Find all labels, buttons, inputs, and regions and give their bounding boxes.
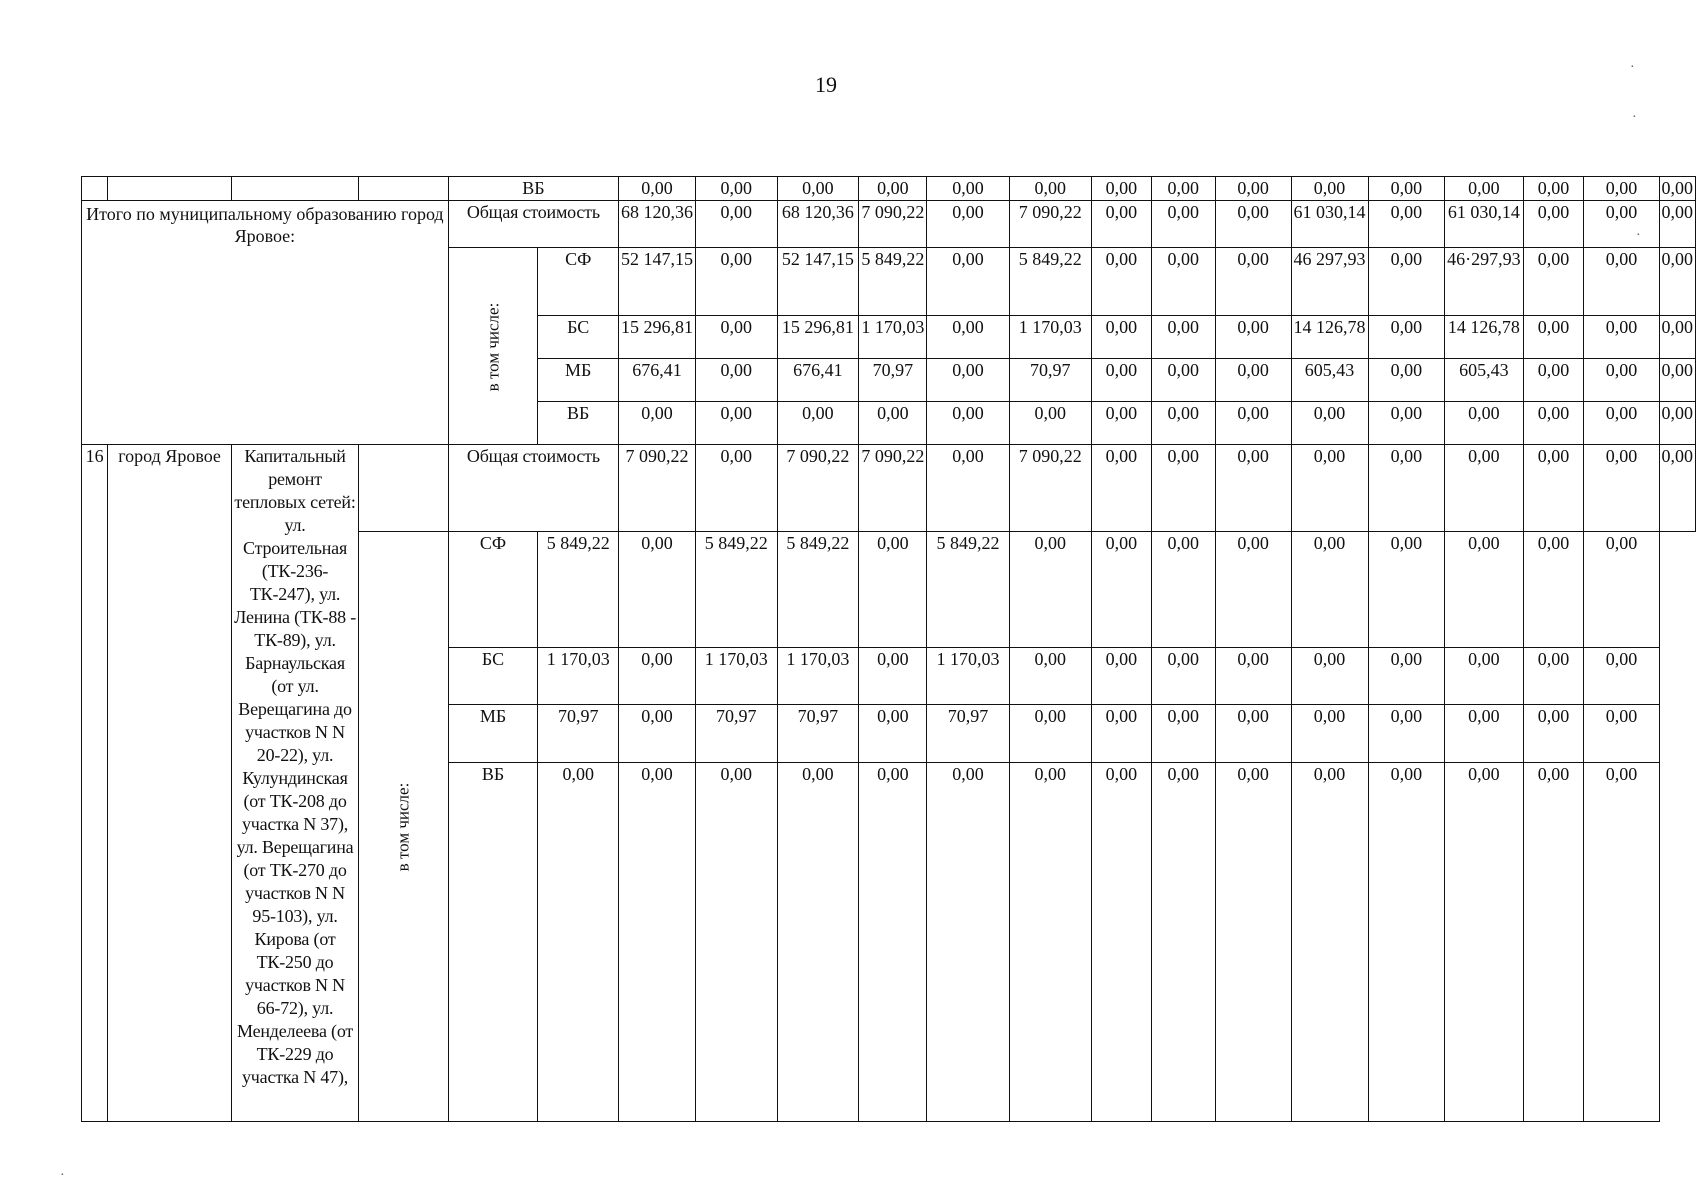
value-cell: 0,00: [1523, 248, 1584, 316]
value-cell: 70,97: [859, 359, 927, 402]
value-cell: 0,00: [1445, 763, 1524, 1122]
value-cell: 0,00: [1368, 201, 1445, 248]
value-cell: 0,00: [1584, 177, 1659, 201]
value-cell: 0,00: [1368, 648, 1445, 705]
value-cell: 0,00: [1091, 248, 1151, 316]
financing-table: [81, 176, 1696, 1122]
value-cell: 0,00: [1151, 532, 1215, 648]
value-cell: 0,00: [1523, 402, 1584, 445]
fund-label: БС: [448, 648, 538, 705]
value-cell: 0,00: [1291, 705, 1368, 763]
value-cell: 0,00: [927, 201, 1009, 248]
value-cell: 70,97: [1009, 359, 1091, 402]
value-cell: 0,00: [1151, 402, 1215, 445]
fund-label: МБ: [538, 359, 619, 402]
value-cell: 1 170,03: [696, 648, 778, 705]
value-cell: 0,00: [696, 445, 778, 532]
value-cell: 0,00: [696, 359, 778, 402]
value-cell: 0,00: [1091, 763, 1151, 1122]
value-cell: 0,00: [1009, 177, 1091, 201]
value-cell: 0,00: [1523, 648, 1584, 705]
value-cell: 0,00: [927, 763, 1009, 1122]
value-cell: 0,00: [1215, 445, 1291, 532]
value-cell: 0,00: [1584, 316, 1659, 359]
value-cell: 0,00: [1151, 248, 1215, 316]
value-cell: 0,00: [1445, 648, 1524, 705]
value-cell: 0,00: [1009, 705, 1091, 763]
value-cell: 0,00: [1659, 359, 1696, 402]
value-cell: 0,00: [1091, 316, 1151, 359]
value-cell: 0,00: [1091, 359, 1151, 402]
value-cell: 0,00: [1151, 316, 1215, 359]
value-cell: 0,00: [1009, 402, 1091, 445]
value-cell: 0,00: [1659, 316, 1696, 359]
value-cell: 0,00: [1151, 359, 1215, 402]
value-cell: 0,00: [1091, 177, 1151, 201]
value-cell: 0,00: [859, 705, 927, 763]
value-cell: 5 849,22: [927, 532, 1009, 648]
fund-label: ВБ: [448, 763, 538, 1122]
fund-label: Общая стоимость: [448, 445, 618, 532]
value-cell: 0,00: [1659, 248, 1696, 316]
value-cell: 0,00: [859, 648, 927, 705]
value-cell: 46 297,93: [1291, 248, 1368, 316]
value-cell: 0,00: [1584, 402, 1659, 445]
value-cell: 0,00: [1659, 402, 1696, 445]
value-cell: 0,00: [1523, 201, 1584, 248]
value-cell: 70,97: [696, 705, 778, 763]
value-cell: 0,00: [696, 201, 778, 248]
value-cell: 605,43: [1291, 359, 1368, 402]
cell-blank: [108, 177, 232, 201]
value-cell: 0,00: [1291, 402, 1368, 445]
fund-label: Общая стоимость: [448, 201, 618, 248]
value-cell: 52 147,15: [619, 248, 696, 316]
value-cell: 46·297,93: [1445, 248, 1524, 316]
value-cell: 0,00: [1091, 532, 1151, 648]
value-cell: 0,00: [1091, 705, 1151, 763]
item-row-general: [82, 445, 1696, 532]
value-cell: 0,00: [1445, 402, 1524, 445]
value-cell: 0,00: [1009, 763, 1091, 1122]
total-label: Итого по муниципальному образованию город Яровое:: [82, 201, 449, 445]
value-cell: 0,00: [1445, 532, 1524, 648]
value-cell: 15 296,81: [619, 316, 696, 359]
value-cell: 0,00: [1368, 359, 1445, 402]
value-cell: 0,00: [619, 648, 696, 705]
value-cell: 0,00: [1584, 648, 1659, 705]
inclusion-label-text: в том числе:: [483, 302, 503, 391]
value-cell: 0,00: [696, 177, 778, 201]
fund-label: МБ: [448, 705, 538, 763]
value-cell: 0,00: [1215, 648, 1291, 705]
inclusion-label-text: в том числе:: [393, 782, 413, 872]
total-row-general: [82, 201, 1696, 248]
value-cell: 14 126,78: [1445, 316, 1524, 359]
value-cell: 0,00: [1368, 402, 1445, 445]
value-cell: 5 849,22: [538, 532, 619, 648]
value-cell: 7 090,22: [859, 445, 927, 532]
inclusion-label: [359, 532, 449, 1122]
value-cell: 0,00: [927, 402, 1009, 445]
top-row: [82, 177, 1696, 201]
scan-speck: ·: [1636, 228, 1641, 243]
value-cell: 0,00: [1584, 763, 1659, 1122]
scan-speck: ·: [1632, 110, 1637, 125]
value-cell: 0,00: [1151, 763, 1215, 1122]
item-municipality: город Яровое: [108, 445, 232, 1122]
value-cell: 68 120,36: [619, 201, 696, 248]
item-description: Капитальный ремонт тепловых сетей: ул. Строительная (ТК-236-ТК-247), ул. Ленина (ТК-88 - ТК-89), ул. Барнаульская (от ул. Верещагина до участков N N 20-22), ул. Кулундинская (от ТК-208 до участка N 37), ул. Верещагина (от ТК-270 до участков N N 95-103), ул. Кирова (от ТК-250 до участков N N 66-72), ул. Менделеева (от ТК-229 до участка N 47),: [231, 445, 358, 1122]
value-cell: 0,00: [859, 177, 927, 201]
fund-label: БС: [538, 316, 619, 359]
value-cell: 0,00: [1523, 532, 1584, 648]
value-cell: 0,00: [1091, 648, 1151, 705]
value-cell: 0,00: [1659, 445, 1696, 532]
fund-label: СФ: [448, 532, 538, 648]
value-cell: 0,00: [1215, 763, 1291, 1122]
value-cell: 0,00: [619, 763, 696, 1122]
value-cell: 1 170,03: [1009, 316, 1091, 359]
value-cell: 0,00: [1523, 177, 1584, 201]
value-cell: 0,00: [696, 763, 778, 1122]
value-cell: 0,00: [619, 705, 696, 763]
value-cell: 0,00: [1523, 445, 1584, 532]
value-cell: 0,00: [927, 177, 1009, 201]
value-cell: 0,00: [1659, 177, 1696, 201]
value-cell: 1 170,03: [859, 316, 927, 359]
fund-label: ВБ: [448, 177, 618, 201]
value-cell: 0,00: [859, 402, 927, 445]
value-cell: 0,00: [1368, 248, 1445, 316]
value-cell: 0,00: [1009, 532, 1091, 648]
value-cell: 0,00: [1368, 763, 1445, 1122]
value-cell: 61 030,14: [1291, 201, 1368, 248]
value-cell: 0,00: [1291, 177, 1368, 201]
value-cell: 0,00: [1368, 445, 1445, 532]
value-cell: 0,00: [1151, 648, 1215, 705]
value-cell: 0,00: [1523, 763, 1584, 1122]
value-cell: 0,00: [1584, 532, 1659, 648]
value-cell: 15 296,81: [777, 316, 859, 359]
page-number: 19: [815, 72, 837, 97]
value-cell: 0,00: [859, 763, 927, 1122]
value-cell: 0,00: [1445, 177, 1524, 201]
value-cell: 61 030,14: [1445, 201, 1524, 248]
value-cell: 0,00: [1368, 316, 1445, 359]
value-cell: 0,00: [1091, 402, 1151, 445]
value-cell: 0,00: [538, 763, 619, 1122]
value-cell: 0,00: [1291, 648, 1368, 705]
value-cell: 0,00: [1215, 177, 1291, 201]
value-cell: 0,00: [1151, 201, 1215, 248]
value-cell: 0,00: [777, 177, 859, 201]
value-cell: 0,00: [1215, 532, 1291, 648]
value-cell: 7 090,22: [777, 445, 859, 532]
value-cell: 0,00: [1445, 445, 1524, 532]
value-cell: 7 090,22: [619, 445, 696, 532]
value-cell: 0,00: [1659, 201, 1696, 248]
scan-speck: ·: [60, 1168, 65, 1183]
value-cell: 0,00: [1523, 359, 1584, 402]
value-cell: 14 126,78: [1291, 316, 1368, 359]
scan-speck: ·: [1630, 60, 1635, 75]
value-cell: 5 849,22: [859, 248, 927, 316]
value-cell: 68 120,36: [777, 201, 859, 248]
value-cell: 0,00: [696, 402, 778, 445]
value-cell: 0,00: [927, 316, 1009, 359]
value-cell: 5 849,22: [1009, 248, 1091, 316]
value-cell: 0,00: [1523, 705, 1584, 763]
value-cell: 0,00: [696, 248, 778, 316]
value-cell: 0,00: [1215, 359, 1291, 402]
value-cell: 0,00: [1151, 445, 1215, 532]
value-cell: 0,00: [1291, 763, 1368, 1122]
value-cell: 0,00: [1368, 532, 1445, 648]
value-cell: 0,00: [1215, 402, 1291, 445]
value-cell: 5 849,22: [696, 532, 778, 648]
value-cell: 0,00: [1445, 705, 1524, 763]
value-cell: 0,00: [1584, 445, 1659, 532]
fund-label: СФ: [538, 248, 619, 316]
value-cell: 7 090,22: [1009, 201, 1091, 248]
value-cell: 0,00: [619, 532, 696, 648]
value-cell: 0,00: [1584, 705, 1659, 763]
value-cell: 0,00: [1215, 705, 1291, 763]
value-cell: 1 170,03: [927, 648, 1009, 705]
value-cell: 676,41: [777, 359, 859, 402]
value-cell: 0,00: [619, 177, 696, 201]
value-cell: 0,00: [1091, 201, 1151, 248]
value-cell: 7 090,22: [1009, 445, 1091, 532]
value-cell: 0,00: [1091, 445, 1151, 532]
value-cell: 0,00: [1368, 705, 1445, 763]
value-cell: 0,00: [1291, 532, 1368, 648]
value-cell: 0,00: [859, 532, 927, 648]
value-cell: 0,00: [927, 248, 1009, 316]
value-cell: 0,00: [777, 402, 859, 445]
value-cell: 0,00: [1368, 177, 1445, 201]
cell-blank: [82, 177, 108, 201]
value-cell: 0,00: [927, 359, 1009, 402]
value-cell: 0,00: [1523, 316, 1584, 359]
value-cell: 676,41: [619, 359, 696, 402]
inclusion-label: [448, 248, 538, 445]
cell-blank: [359, 445, 449, 532]
value-cell: 0,00: [927, 445, 1009, 532]
value-cell: 0,00: [1009, 648, 1091, 705]
value-cell: 0,00: [777, 763, 859, 1122]
value-cell: 5 849,22: [777, 532, 859, 648]
value-cell: 0,00: [1584, 201, 1659, 248]
value-cell: 1 170,03: [777, 648, 859, 705]
value-cell: 0,00: [1215, 316, 1291, 359]
value-cell: 0,00: [1151, 705, 1215, 763]
value-cell: 0,00: [1215, 248, 1291, 316]
fund-label: ВБ: [538, 402, 619, 445]
value-cell: 7 090,22: [859, 201, 927, 248]
value-cell: 0,00: [1584, 248, 1659, 316]
value-cell: 1 170,03: [538, 648, 619, 705]
cell-blank: [359, 177, 449, 201]
cell-blank: [231, 177, 358, 201]
value-cell: 0,00: [619, 402, 696, 445]
item-number: 16: [82, 445, 108, 1122]
value-cell: 70,97: [927, 705, 1009, 763]
value-cell: 0,00: [1151, 177, 1215, 201]
value-cell: 0,00: [1584, 359, 1659, 402]
value-cell: 70,97: [538, 705, 619, 763]
value-cell: 0,00: [1291, 445, 1368, 532]
value-cell: 0,00: [696, 316, 778, 359]
value-cell: 52 147,15: [777, 248, 859, 316]
value-cell: 605,43: [1445, 359, 1524, 402]
value-cell: 0,00: [1215, 201, 1291, 248]
value-cell: 70,97: [777, 705, 859, 763]
